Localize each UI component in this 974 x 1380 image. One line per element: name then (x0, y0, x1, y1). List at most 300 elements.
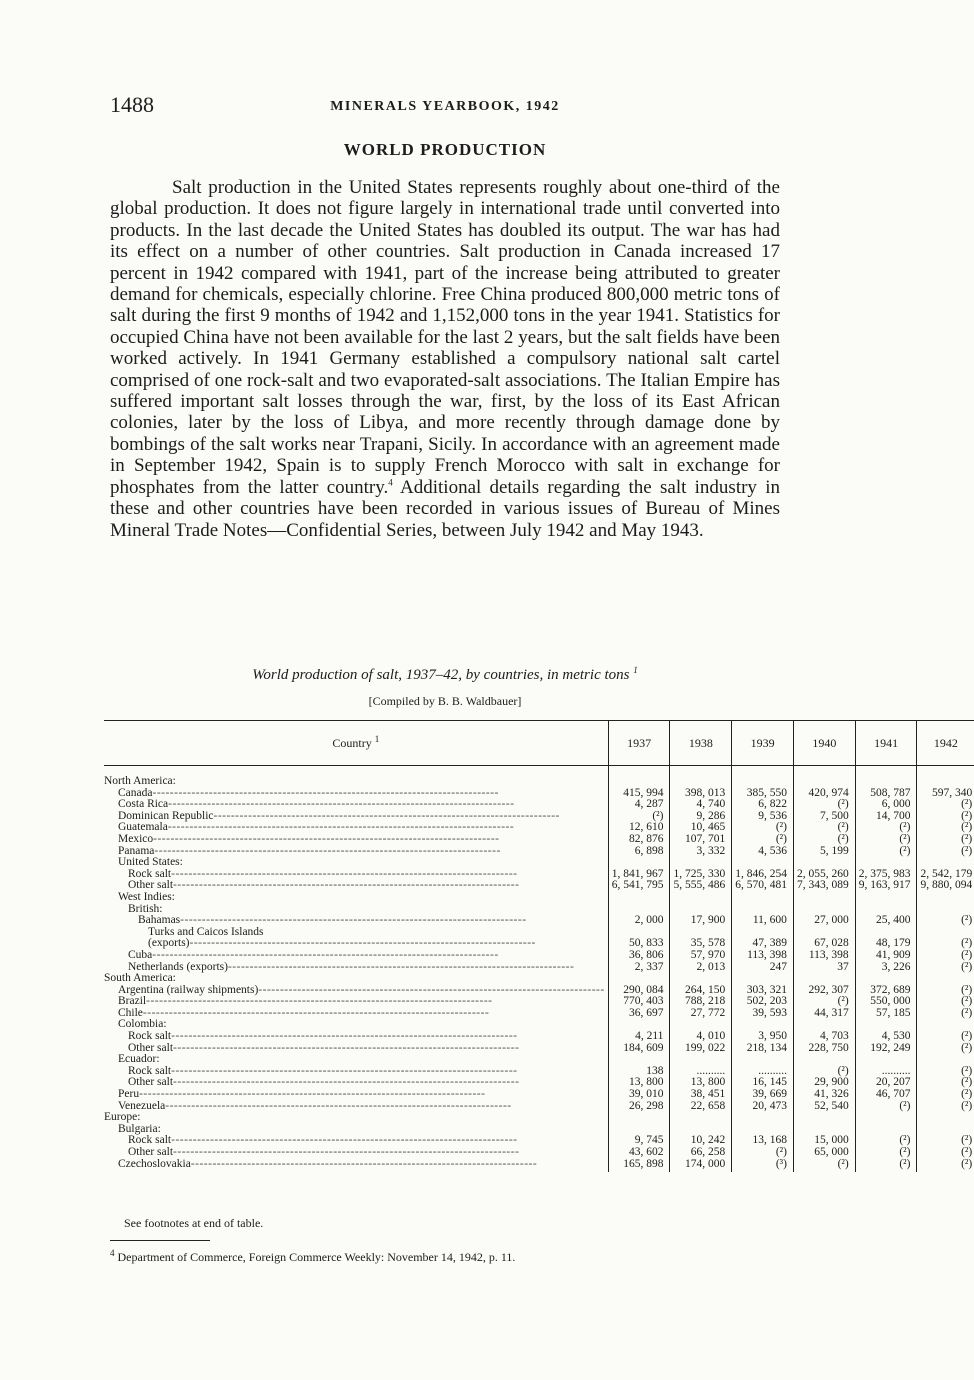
table-row (104, 766, 974, 788)
value-cell: (²) (732, 1147, 794, 1159)
leader-dots: -------------------------------------------------------------------------------- (173, 879, 520, 892)
table-row (104, 1031, 974, 1043)
header-country (104, 721, 608, 766)
country-label: Colombia: (118, 1018, 167, 1031)
header-label: 1942 (933, 735, 958, 750)
value-cell: 398, 013 (670, 788, 732, 800)
country-label: Bulgaria: (118, 1122, 161, 1135)
table-row (104, 1008, 974, 1020)
value-cell (793, 1112, 855, 1124)
value-cell: 113, 398 (732, 950, 794, 962)
value-cell: 9, 163, 917 (855, 880, 917, 892)
value-cell: 199, 022 (670, 1043, 732, 1055)
value-cell: (²) (917, 1031, 974, 1043)
value-cell: 165, 898 (608, 1159, 670, 1173)
value-cell (855, 857, 917, 869)
value-cell (855, 892, 917, 904)
value-cell: 9, 880, 094 (917, 880, 974, 892)
value-cell: 57, 970 (670, 950, 732, 962)
value-cell: (²) (917, 799, 974, 811)
value-cell (855, 973, 917, 985)
table-row (104, 1101, 974, 1113)
value-cell: 48, 179 (855, 938, 917, 950)
value-cell: 22, 658 (670, 1101, 732, 1113)
value-cell: 38, 451 (670, 1089, 732, 1101)
value-cell: (²) (793, 822, 855, 834)
value-cell: 41, 326 (793, 1089, 855, 1101)
value-cell (670, 857, 732, 869)
value-cell: 4, 211 (608, 1031, 670, 1043)
value-cell: 597, 340 (917, 788, 974, 800)
value-cell: 6, 570, 481 (732, 880, 794, 892)
value-cell: (²) (917, 1008, 974, 1020)
value-cell: (²) (917, 1043, 974, 1055)
value-cell: 46, 707 (855, 1089, 917, 1101)
value-cell: (²) (917, 1089, 974, 1101)
table-body (104, 766, 974, 1173)
value-cell: 13, 800 (670, 1077, 732, 1089)
value-cell: 502, 203 (732, 996, 794, 1008)
country-label: British: (128, 902, 163, 915)
value-cell: 35, 578 (670, 938, 732, 950)
value-cell (732, 892, 794, 904)
value-cell: 138 (608, 1066, 670, 1078)
value-cell (732, 766, 794, 788)
country-label: Netherlands (exports) (128, 960, 228, 973)
table-row (104, 857, 974, 869)
leader-dots: -------------------------------------------------------------------------------- (173, 1041, 520, 1054)
leader-dots: -------------------------------------------------------------------------------- (165, 1099, 512, 1112)
value-cell: 6, 000 (855, 799, 917, 811)
leader-dots: -------------------------------------------------------------------------------- (171, 1134, 518, 1147)
leader-dots: -------------------------------------------------------------------------------- (152, 948, 499, 961)
leader-dots: -------------------------------------------------------------------------------- (139, 1088, 486, 1101)
value-cell: (²) (917, 1077, 974, 1089)
country-label: Czechoslovakia (118, 1157, 191, 1170)
value-cell: 47, 389 (732, 938, 794, 950)
value-cell: 12, 610 (608, 822, 670, 834)
table-row (104, 834, 974, 846)
value-cell (670, 766, 732, 788)
value-cell: 39, 010 (608, 1089, 670, 1101)
country-cell (104, 766, 608, 788)
header-label: Country (332, 735, 372, 750)
value-cell: 1, 846, 254 (732, 869, 794, 881)
country-cell (104, 1031, 608, 1043)
value-cell: 2, 337 (608, 962, 670, 974)
leader-dots: -------------------------------------------------------------------------------- (152, 786, 499, 799)
value-cell: 65, 000 (793, 1147, 855, 1159)
value-cell: 113, 398 (793, 950, 855, 962)
table-header-row (104, 721, 974, 766)
table-row (104, 1043, 974, 1055)
table-row (104, 950, 974, 962)
value-cell: (²) (917, 834, 974, 846)
value-cell: 1, 841, 967 (608, 869, 670, 881)
value-cell: (²) (917, 1066, 974, 1078)
value-cell: .......... (855, 1066, 917, 1078)
footnote-ref: 4 (388, 477, 393, 488)
value-cell: 17, 900 (670, 915, 732, 927)
value-cell: 184, 609 (608, 1043, 670, 1055)
value-cell: 550, 000 (855, 996, 917, 1008)
value-cell (793, 892, 855, 904)
leader-dots: -------------------------------------------------------------------------------- (168, 798, 515, 811)
value-cell: 420, 974 (793, 788, 855, 800)
value-cell: 27, 772 (670, 1008, 732, 1020)
value-cell: (²) (732, 834, 794, 846)
country-cell (104, 857, 608, 869)
value-cell: (²) (793, 799, 855, 811)
page-number: 1488 (110, 92, 154, 117)
value-cell: 192, 249 (855, 1043, 917, 1055)
value-cell: (³) (732, 1159, 794, 1173)
country-cell (104, 1089, 608, 1101)
country-label: Costa Rica (118, 798, 169, 811)
value-cell: 25, 400 (855, 915, 917, 927)
value-cell: 2, 000 (608, 915, 670, 927)
table-caption-text: World production of salt, 1937–42, by countries, in metric tons (252, 667, 630, 683)
value-cell: 6, 898 (608, 846, 670, 858)
header-year (608, 721, 670, 766)
header-year (732, 721, 794, 766)
leader-dots: -------------------------------------------------------------------------------- (153, 832, 500, 845)
leader-dots: -------------------------------------------------------------------------------- (146, 995, 493, 1008)
value-cell (917, 1112, 974, 1124)
value-cell: 385, 550 (732, 788, 794, 800)
value-cell: 67, 028 (793, 938, 855, 950)
value-cell: 2, 542, 179 (917, 869, 974, 881)
value-cell: 20, 473 (732, 1101, 794, 1113)
page-header (110, 92, 780, 120)
header-label: 1939 (750, 735, 775, 750)
country-label: Panama (118, 844, 155, 857)
value-cell: 5, 555, 486 (670, 880, 732, 892)
country-cell (104, 962, 608, 974)
country-label: Other salt (128, 1146, 174, 1158)
value-cell (917, 857, 974, 869)
value-cell: 7, 500 (793, 811, 855, 823)
value-cell: 2, 055, 260 (793, 869, 855, 881)
value-cell (917, 766, 974, 788)
value-cell: 7, 343, 089 (793, 880, 855, 892)
value-cell: 247 (732, 962, 794, 974)
value-cell: 82, 876 (608, 834, 670, 846)
country-cell (104, 1043, 608, 1055)
country-label: Rock salt (128, 867, 172, 880)
country-label: Rock salt (128, 1064, 172, 1077)
value-cell: 218, 134 (732, 1043, 794, 1055)
value-cell (670, 973, 732, 985)
value-cell: (²) (793, 1066, 855, 1078)
country-label: Brazil (118, 995, 147, 1008)
value-cell: 4, 530 (855, 1031, 917, 1043)
value-cell: 415, 994 (608, 788, 670, 800)
section-title: WORLD PRODUCTION (343, 140, 547, 159)
country-cell (104, 880, 608, 892)
country-label: Venezuela (118, 1099, 166, 1112)
value-cell: 9, 745 (608, 1135, 670, 1147)
value-cell: (²) (855, 822, 917, 834)
value-cell: 27, 000 (793, 915, 855, 927)
leader-dots: -------------------------------------------------------------------------------- (180, 914, 527, 927)
value-cell: 2, 375, 983 (855, 869, 917, 881)
country-label: Dominican Republic (118, 809, 214, 822)
value-cell: 6, 822 (732, 799, 794, 811)
value-cell: (²) (608, 811, 670, 823)
country-label: (exports) (148, 937, 190, 950)
leader-dots: -------------------------------------------------------------------------------- (171, 867, 518, 880)
leader-dots: -------------------------------------------------------------------------------- (213, 809, 560, 822)
country-label: Chile (118, 1006, 143, 1019)
value-cell (732, 1112, 794, 1124)
country-cell (104, 1008, 608, 1020)
country-label: Rock salt (128, 1134, 172, 1147)
value-cell: (²) (855, 1147, 917, 1159)
value-cell (793, 766, 855, 788)
value-cell: 4, 703 (793, 1031, 855, 1043)
value-cell (855, 766, 917, 788)
value-cell: 3, 950 (732, 1031, 794, 1043)
footnote-marker: 4 (110, 1248, 115, 1258)
value-cell: 29, 900 (793, 1077, 855, 1089)
value-cell: 11, 600 (732, 915, 794, 927)
country-label: United States: (118, 856, 183, 869)
value-cell: 290, 084 (608, 985, 670, 997)
country-cell (104, 1101, 608, 1113)
value-cell: 13, 800 (608, 1077, 670, 1089)
value-cell: 13, 168 (732, 1135, 794, 1147)
leader-dots: -------------------------------------------------------------------------------- (173, 1146, 520, 1158)
running-title: MINERALS YEARBOOK, 1942 (330, 99, 560, 114)
country-label: Argentina (railway shipments) (118, 983, 259, 996)
value-cell: 5, 199 (793, 846, 855, 858)
value-cell: 4, 536 (732, 846, 794, 858)
value-cell: 372, 689 (855, 985, 917, 997)
value-cell (670, 892, 732, 904)
header-year (793, 721, 855, 766)
value-cell (608, 1112, 670, 1124)
header-label: 1941 (874, 735, 899, 750)
header-label: 1940 (812, 735, 837, 750)
value-cell: (²) (917, 1159, 974, 1173)
value-cell: 9, 286 (670, 811, 732, 823)
page-footnote (110, 1250, 515, 1265)
value-cell: 15, 000 (793, 1135, 855, 1147)
value-cell (608, 892, 670, 904)
leader-dots: -------------------------------------------------------------------------------- (171, 1030, 518, 1043)
value-cell: 37 (793, 962, 855, 974)
value-cell: 20, 207 (855, 1077, 917, 1089)
table-caption-ref: 1 (633, 665, 638, 675)
value-cell: 43, 602 (608, 1147, 670, 1159)
body-text-end: Additional details regarding the salt industry in these and other countries have been recorded in various issues of Bureau of Mines Mineral Trade Notes—Confidential Series, between July 1942 and May 1943. (110, 476, 780, 541)
value-cell: 264, 150 (670, 985, 732, 997)
value-cell (670, 1112, 732, 1124)
footnote-rule (110, 1240, 210, 1241)
value-cell: 39, 669 (732, 1089, 794, 1101)
country-label: Guatemala (118, 821, 168, 834)
table-caption (110, 667, 780, 684)
value-cell (608, 857, 670, 869)
country-cell (104, 950, 608, 962)
country-label: Peru (118, 1088, 140, 1101)
leader-dots: -------------------------------------------------------------------------------- (154, 844, 501, 857)
value-cell: (²) (917, 822, 974, 834)
value-cell (917, 892, 974, 904)
value-cell (917, 973, 974, 985)
value-cell: 66, 258 (670, 1147, 732, 1159)
value-cell (732, 973, 794, 985)
value-cell: 50, 833 (608, 938, 670, 950)
value-cell (793, 857, 855, 869)
value-cell: 303, 321 (732, 985, 794, 997)
country-label: Cuba (128, 948, 153, 961)
value-cell: (²) (855, 834, 917, 846)
value-cell: 1, 725, 330 (670, 869, 732, 881)
value-cell: (²) (855, 1159, 917, 1173)
country-cell (104, 915, 608, 927)
body-paragraph (110, 177, 780, 541)
value-cell: 10, 242 (670, 1135, 732, 1147)
country-label: Rock salt (128, 1030, 172, 1043)
leader-dots: -------------------------------------------------------------------------------- (190, 1157, 538, 1170)
value-cell: 174, 000 (670, 1159, 732, 1173)
value-cell: (²) (917, 811, 974, 823)
table-row (104, 846, 974, 858)
value-cell: 788, 218 (670, 996, 732, 1008)
table-row (104, 1147, 974, 1159)
country-cell (104, 1159, 608, 1173)
value-cell: (²) (793, 834, 855, 846)
value-cell: (²) (917, 962, 974, 974)
value-cell: 36, 697 (608, 1008, 670, 1020)
table-compiled-by: [Compiled by B. B. Waldbauer] (368, 694, 522, 708)
country-label: Turks and Caicos Islands (148, 925, 264, 938)
value-cell (732, 857, 794, 869)
country-label: Mexico (118, 832, 154, 845)
value-cell: (²) (917, 1147, 974, 1159)
table-row (104, 915, 974, 927)
leader-dots: -------------------------------------------------------------------------------- (167, 821, 515, 834)
value-cell: (²) (917, 950, 974, 962)
value-cell: 9, 536 (732, 811, 794, 823)
leader-dots: -------------------------------------------------------------------------------- (142, 1006, 490, 1019)
country-label: West Indies: (118, 890, 175, 903)
table-row (104, 880, 974, 892)
value-cell: 292, 307 (793, 985, 855, 997)
value-cell: (²) (855, 1101, 917, 1113)
body-text-main: Salt production in the United States represents roughly about one-third of the global production. It does not figure largely in international trade until converted into products. In the last decade the United States has doubled its output. The war has had its effect on a number of other countries. Salt production in Canada increased 17 percent in 1942 compared with 1941, part of the increase being attributed to greater demand for chemicals, especially chlorine. Free China produced 800,000 metric tons of salt during the first 9 months of 1942 and 1,152,000 tons in the year 1941. Statistics for occupied China have not been available for the last 2 years, but the salt fields have been worked actively. In 1941 Germany established a compulsory national salt cartel comprised of one rock-salt and two evaporated-salt associations. The Italian Empire has suffered important salt losses through the war, first, by the loss of its East African colonies, later by the loss of Libya, and more recently through damage done by bombings of the salt works near Trapani, Sicily. In accordance with an agreement made in September 1942, Spain is to supply French Morocco with salt in exchange for phosphates from the latter country. (110, 177, 780, 498)
value-cell (608, 973, 670, 985)
value-cell: 3, 332 (670, 846, 732, 858)
country-label: Other salt (128, 879, 174, 892)
value-cell: 14, 700 (855, 811, 917, 823)
country-label: Other salt (128, 1076, 174, 1089)
value-cell: (²) (793, 996, 855, 1008)
country-label: Bahamas (138, 914, 181, 927)
value-cell: 4, 287 (608, 799, 670, 811)
leader-dots: -------------------------------------------------------------------------------- (173, 1076, 520, 1089)
value-cell: 4, 010 (670, 1031, 732, 1043)
footnote-text: Department of Commerce, Foreign Commerce Weekly: November 14, 1942, p. 11. (114, 1250, 516, 1264)
value-cell: 107, 701 (670, 834, 732, 846)
value-cell (793, 973, 855, 985)
value-cell (608, 766, 670, 788)
header-label: 1938 (688, 735, 713, 750)
value-cell: (²) (855, 1135, 917, 1147)
table-row (104, 1159, 974, 1173)
leader-dots: -------------------------------------------------------------------------------- (189, 937, 536, 950)
value-cell: (²) (917, 846, 974, 858)
value-cell: 3, 226 (855, 962, 917, 974)
country-cell (104, 834, 608, 846)
country-cell (104, 892, 608, 904)
value-cell: 57, 185 (855, 1008, 917, 1020)
country-label: North America: (104, 775, 176, 787)
value-cell (855, 1112, 917, 1124)
value-cell: (²) (917, 996, 974, 1008)
value-cell: (²) (917, 915, 974, 927)
value-cell: 39, 593 (732, 1008, 794, 1020)
leader-dots: -------------------------------------------------------------------------------- (227, 960, 575, 973)
value-cell: (²) (917, 938, 974, 950)
value-cell: .......... (670, 1066, 732, 1078)
table-row (104, 962, 974, 974)
country-cell (104, 1147, 608, 1159)
value-cell: 41, 909 (855, 950, 917, 962)
value-cell: 10, 465 (670, 822, 732, 834)
value-cell: 508, 787 (855, 788, 917, 800)
table-row (104, 892, 974, 904)
country-label: Europe: (104, 1111, 141, 1124)
value-cell: 52, 540 (793, 1101, 855, 1113)
value-cell: 36, 806 (608, 950, 670, 962)
country-cell (104, 1112, 608, 1124)
header-country-ref: 1 (374, 733, 380, 744)
country-label: Other salt (128, 1041, 174, 1054)
value-cell: (²) (855, 846, 917, 858)
value-cell: 44, 317 (793, 1008, 855, 1020)
leader-dots: -------------------------------------------------------------------------------- (258, 983, 605, 996)
value-cell: (²) (732, 822, 794, 834)
header-year (670, 721, 732, 766)
value-cell: 770, 403 (608, 996, 670, 1008)
value-cell: (²) (917, 985, 974, 997)
value-cell: 228, 750 (793, 1043, 855, 1055)
country-label: South America: (104, 972, 176, 985)
country-cell (104, 973, 608, 985)
leader-dots: -------------------------------------------------------------------------------- (171, 1064, 518, 1077)
value-cell: 26, 298 (608, 1101, 670, 1113)
value-cell: (²) (917, 1101, 974, 1113)
value-cell: 2, 013 (670, 962, 732, 974)
header-label: 1937 (627, 735, 652, 750)
table-row (104, 973, 974, 985)
value-cell: .......... (732, 1066, 794, 1078)
value-cell: 6, 541, 795 (608, 880, 670, 892)
table-row (104, 1112, 974, 1124)
country-label: Ecuador: (118, 1053, 160, 1066)
salt-production-table (104, 720, 974, 1172)
country-label: Canada (118, 786, 153, 799)
table-row (104, 1089, 974, 1101)
table-continued-note: See footnotes at end of table. (124, 1216, 264, 1230)
header-year (855, 721, 917, 766)
value-cell: (²) (793, 1159, 855, 1173)
value-cell: 16, 145 (732, 1077, 794, 1089)
value-cell: 4, 740 (670, 799, 732, 811)
